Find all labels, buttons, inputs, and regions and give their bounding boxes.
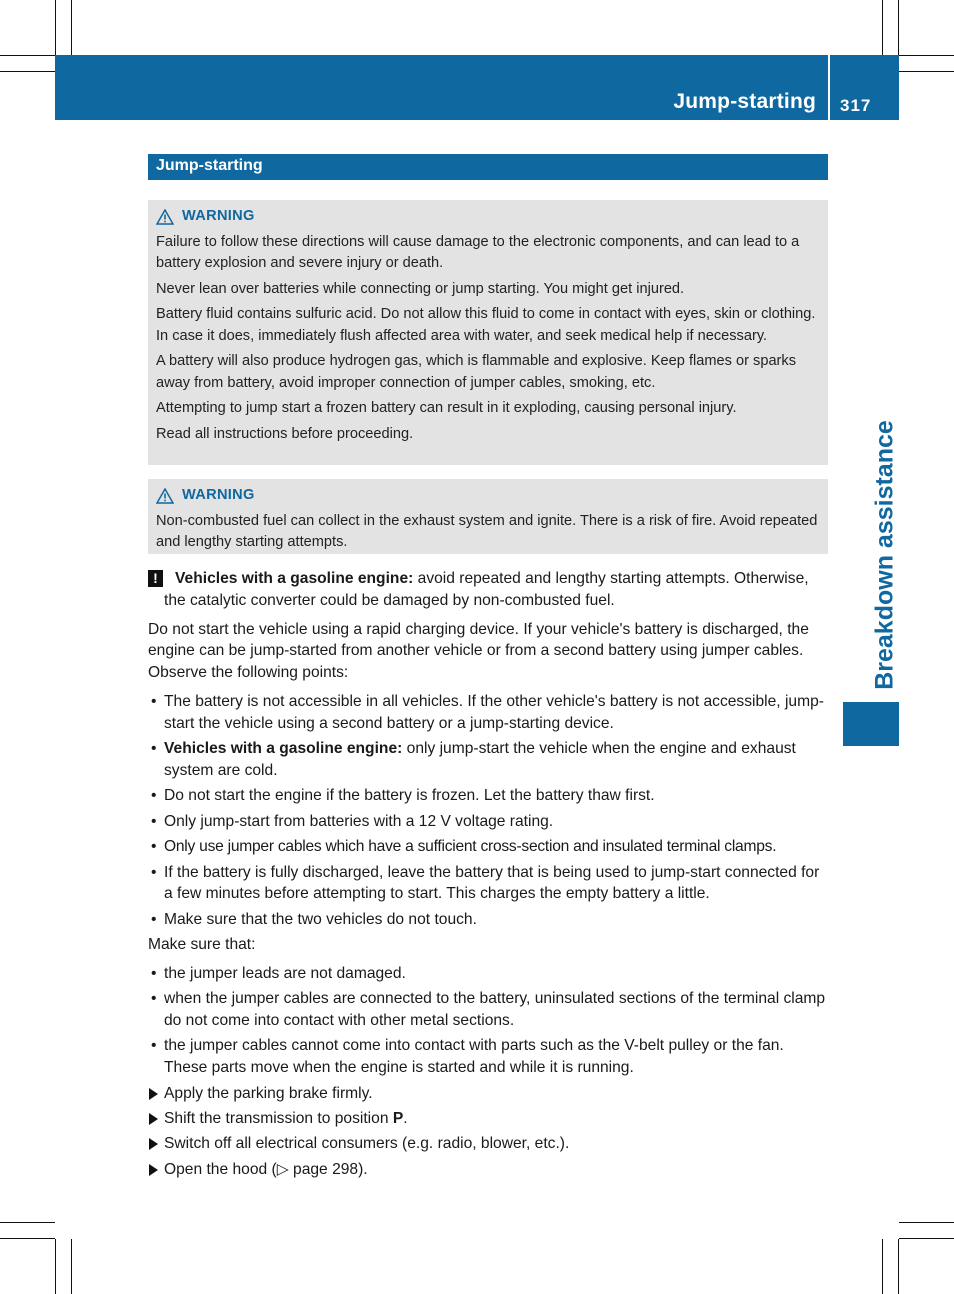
step-item: Shift the transmission to position P. — [148, 1108, 830, 1130]
bullet-icon: • — [151, 910, 157, 928]
list-item: • when the jumper cables are connected to the battery, uninsulated sections of the terminal clamp do not come into contact with other metal sections. — [151, 990, 826, 1030]
note-text: avoid repeated and lengthy starting attempts. Otherwise, the catalytic converter could be damaged by non-combusted fuel. — [164, 570, 809, 609]
bullet-icon: • — [151, 787, 157, 805]
side-tab — [830, 420, 899, 690]
crop-mark — [0, 71, 55, 72]
list-item: • Only use jumper cables which have a sufficient cross-section and insulated terminal clamps. — [148, 836, 830, 858]
section-title: Jump-starting — [148, 154, 828, 180]
bullet-icon: • — [151, 692, 157, 710]
header-title: Jump-starting — [673, 90, 816, 113]
bullet-icon: • — [151, 740, 157, 758]
note-bold: Vehicles with a gasoline engine: — [175, 570, 414, 587]
crop-mark — [899, 1238, 954, 1239]
bullet-icon: • — [151, 838, 157, 856]
triangle-arrow-icon — [149, 1164, 158, 1176]
list-item: • Do not start the engine if the battery is frozen. Let the battery thaw first. — [148, 785, 830, 807]
warning-paragraph: Non-combusted fuel can collect in the exhaust system and ignite. There is a risk of fire. Avoid repeated and lengthy starting attempts. — [156, 512, 818, 550]
step-item: Apply the parking brake firmly. — [148, 1083, 830, 1105]
list-item: • If the battery is fully discharged, leave the battery that is being used to jump-start connected for a few minutes before attempting to start. This charges the empty battery a little. — [151, 863, 820, 903]
warning-triangle-icon — [156, 488, 174, 504]
triangle-arrow-icon — [149, 1088, 158, 1100]
crop-mark — [55, 0, 56, 55]
exclamation-icon: ! — [148, 570, 163, 587]
crop-mark — [71, 0, 72, 55]
list-item: • the jumper leads are not damaged. — [148, 963, 830, 985]
warning-paragraph: Failure to follow these directions will cause damage to the electronic components, and can lead to a battery explosion and severe injury or death. — [156, 233, 800, 271]
list-item: • The battery is not accessible in all vehicles. If the other vehicle's battery is not accessible, jump-start the vehicle using a second battery or a jump-starting device. — [151, 692, 824, 732]
side-tab-label: Breakdown assistance — [870, 420, 899, 690]
step-item: Switch off all electrical consumers (e.g. radio, blower, etc.). — [148, 1133, 830, 1155]
warning-triangle-icon — [156, 209, 174, 225]
crop-mark — [899, 1222, 954, 1223]
warning-paragraph: A battery will also produce hydrogen gas, which is flammable and explosive. Keep flames or sparks away from battery, avoid improper connection of jumper cables, smoking, etc. — [156, 353, 797, 391]
page-reference-link[interactable]: ▷ page 298 — [276, 1160, 359, 1178]
triangle-arrow-icon — [149, 1113, 158, 1125]
bullet-icon: • — [151, 1037, 157, 1055]
side-tab-marker — [843, 702, 899, 746]
crop-mark — [898, 0, 899, 55]
intro-paragraph: Do not start the vehicle using a rapid charging device. If your vehicle's battery is discharged, the engine can be jump-started from another vehicle or from a second battery using jumper cables. Observe the following points: — [148, 620, 809, 682]
warning-paragraph: Read all instructions before proceeding. — [156, 425, 414, 442]
crop-mark — [898, 1239, 899, 1294]
bullet-icon: • — [151, 812, 157, 830]
list-item: • Vehicles with a gasoline engine: only jump-start the vehicle when the engine and exhaust system are cold. — [151, 740, 796, 779]
bullet-icon: • — [151, 964, 157, 982]
warning-box — [148, 200, 828, 465]
bullet-icon: • — [151, 990, 157, 1008]
crop-mark — [0, 1238, 55, 1239]
crop-mark — [55, 1239, 56, 1294]
list-item: • Make sure that the two vehicles do not touch. — [148, 909, 830, 931]
crop-mark — [0, 55, 55, 56]
crop-mark — [882, 0, 883, 55]
warning-header — [156, 485, 820, 507]
warning-box — [148, 479, 828, 554]
warning-label: WARNING — [182, 487, 255, 503]
crop-mark — [899, 55, 954, 56]
body-content — [148, 568, 830, 1184]
step-item: Open the hood (▷ page 298). — [148, 1159, 830, 1181]
header-divider — [828, 55, 830, 120]
warning-header — [156, 206, 820, 228]
warning-paragraph: Attempting to jump start a frozen battery can result in it exploding, causing personal injury. — [156, 400, 737, 416]
crop-mark — [71, 1239, 72, 1294]
warning-label: WARNING — [182, 208, 255, 224]
list-item: • Only jump-start from batteries with a 12 V voltage rating. — [148, 811, 830, 833]
triangle-arrow-icon — [149, 1138, 158, 1150]
page-number: 317 — [840, 96, 872, 115]
make-sure-label: Make sure that: — [148, 936, 256, 954]
crop-mark — [899, 71, 954, 72]
note — [148, 568, 830, 612]
list-item: • the jumper cables cannot come into contact with parts such as the V-belt pulley or the fan. These parts move when the engine is started and while it is running. — [151, 1037, 784, 1077]
warning-paragraph: Battery fluid contains sulfuric acid. Do not allow this fluid to come in contact with eyes, skin or clothing. In case it does, immediately flush affected area with water, and seek medical help if necessary. — [156, 306, 816, 344]
crop-mark — [0, 1222, 55, 1223]
crop-mark — [882, 1239, 883, 1294]
bullet-icon: • — [151, 863, 157, 881]
warning-paragraph: Never lean over batteries while connecting or jump starting. You might get injured. — [156, 280, 685, 297]
